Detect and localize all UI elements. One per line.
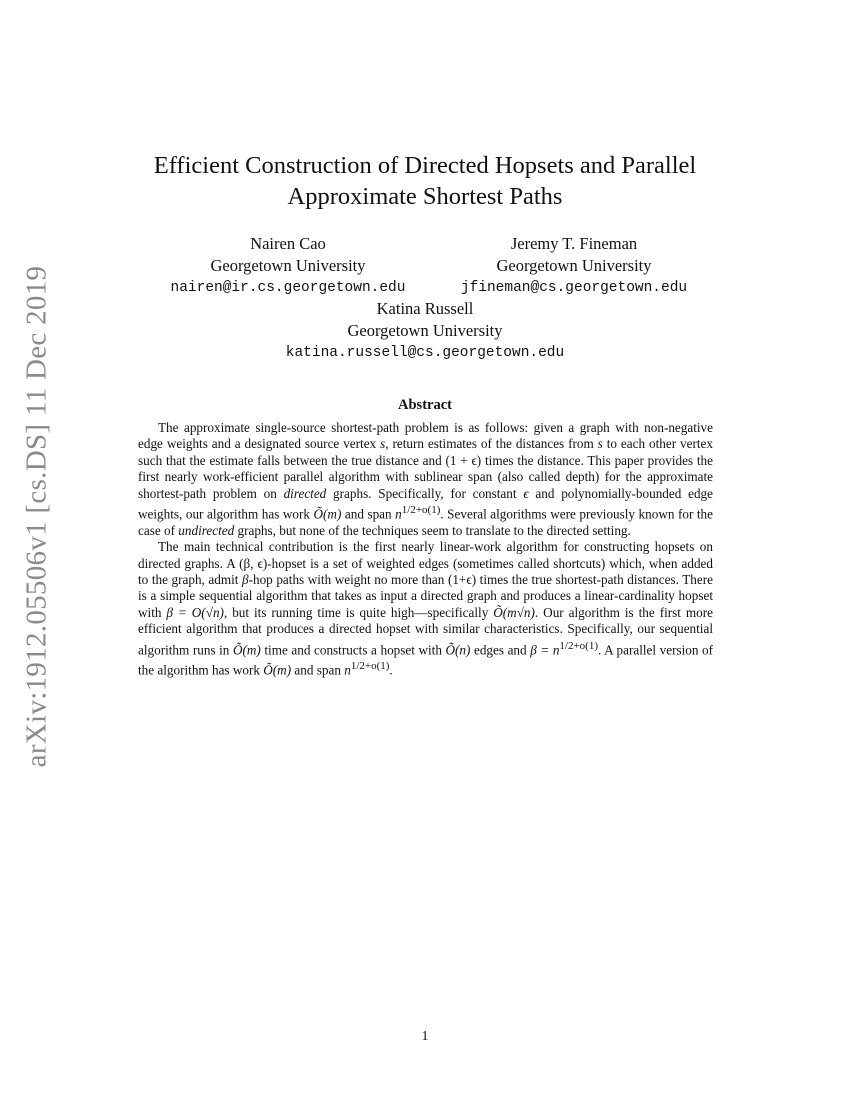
- author-block-3: [250, 298, 600, 364]
- math-inline: (1 + ϵ): [445, 452, 482, 468]
- math-inline: (β, ϵ): [239, 555, 268, 571]
- text-run: and polynomially-bounded edge weights, our algorithm has work: [138, 485, 713, 522]
- emphasis-text: directed: [283, 485, 327, 501]
- abstract-paragraph-1: [138, 420, 713, 539]
- text-run: and span: [341, 506, 396, 522]
- author-name: Jeremy T. Fineman: [510, 234, 638, 253]
- author-name: Katina Russell: [376, 299, 474, 318]
- author-block-2: [404, 233, 744, 299]
- author-affiliation: Georgetown University: [210, 256, 366, 275]
- math-superscript: 1/2+o(1): [559, 639, 599, 652]
- text-run: time and constructs a hopset with: [260, 642, 446, 658]
- math-inline: s: [597, 436, 603, 452]
- text-run: .: [389, 662, 393, 678]
- math-superscript: 1/2+o(1): [350, 660, 390, 673]
- arxiv-identifier-stamp: [20, 266, 54, 766]
- math-inline: Õ(m): [263, 662, 292, 678]
- math-inline: ϵ: [523, 485, 529, 501]
- paper-title: [100, 150, 750, 212]
- text-run: to each other vertex such that the estimate falls between the true distance and: [138, 436, 713, 468]
- abstract-heading: Abstract: [398, 397, 452, 413]
- abstract-body: [138, 420, 713, 679]
- text-run: graphs. Specifically, for constant: [326, 485, 524, 501]
- math-inline: β = n: [530, 642, 560, 658]
- title-line-2: Approximate Shortest Paths: [287, 183, 563, 210]
- author-email[interactable]: nairen@ir.cs.georgetown.edu: [170, 280, 406, 296]
- text-run: , but its running time is quite high—specifically: [223, 604, 494, 620]
- abstract-paragraph-2: [138, 539, 713, 679]
- math-inline: Õ(m): [232, 642, 261, 658]
- math-inline: (1+ϵ): [447, 572, 477, 588]
- text-run: The approximate single-source shortest-path problem is as follows: given a graph with non-negative edge weights and a designated source vertex: [138, 420, 713, 452]
- math-inline: Õ(n): [445, 642, 471, 658]
- math-inline: Õ(m): [313, 506, 342, 522]
- text-run: . A parallel version of the algorithm has work: [138, 642, 714, 678]
- math-inline: β = O(√n): [166, 604, 224, 620]
- text-run: -hop paths with weight no more than: [248, 572, 448, 588]
- math-inline: n: [344, 662, 351, 678]
- author-name: Nairen Cao: [250, 234, 326, 253]
- arxiv-stamp-text: arXiv:1912.05506v1 [cs.DS] 11 Dec 2019: [20, 265, 53, 767]
- text-run: times the distance. This paper provides the first nearly work-efficient parallel algorithm with sublinear span (also called depth) for the approximate shortest-path problem on: [138, 452, 713, 501]
- math-inline: β: [242, 572, 249, 588]
- text-run: . Our algorithm is the first more efficient algorithm that produces a directed hopset with similar characteristics. Specifically, our sequential algorithm runs in: [138, 604, 713, 658]
- emphasis-text: undirected: [178, 522, 235, 538]
- text-run: times the true shortest-path distances. There is a simple sequential algorithm that takes as input a directed graph and produces a linear-cardinality hopset with: [138, 572, 713, 620]
- math-superscript: 1/2+o(1): [401, 504, 441, 517]
- math-inline: s: [380, 436, 386, 452]
- math-inline: n: [395, 506, 402, 522]
- author-block-1: [150, 233, 426, 299]
- text-run: , return estimates of the distances from: [385, 436, 598, 452]
- text-run: graphs, but none of the techniques seem to translate to the directed setting.: [234, 522, 631, 538]
- author-email[interactable]: katina.russell@cs.georgetown.edu: [285, 345, 565, 361]
- author-affiliation: Georgetown University: [347, 321, 503, 340]
- author-affiliation: Georgetown University: [496, 256, 652, 275]
- text-run: and span: [291, 662, 345, 678]
- math-inline: Õ(m√n): [493, 604, 535, 620]
- title-line-1: Efficient Construction of Directed Hopsets and Parallel: [153, 152, 697, 179]
- text-run: edges and: [470, 642, 531, 658]
- text-run: The main technical contribution is the first nearly linear-work algorithm for constructing hopsets on directed graphs. A: [138, 539, 713, 571]
- page-number: 1: [421, 1029, 429, 1044]
- text-run: -hopset is a set of weighted edges (sometimes called shortcuts) which, when added to the graph, admit: [138, 555, 713, 588]
- text-run: . Several algorithms were previously known for the case of: [138, 506, 713, 538]
- author-email[interactable]: jfineman@cs.georgetown.edu: [460, 280, 688, 296]
